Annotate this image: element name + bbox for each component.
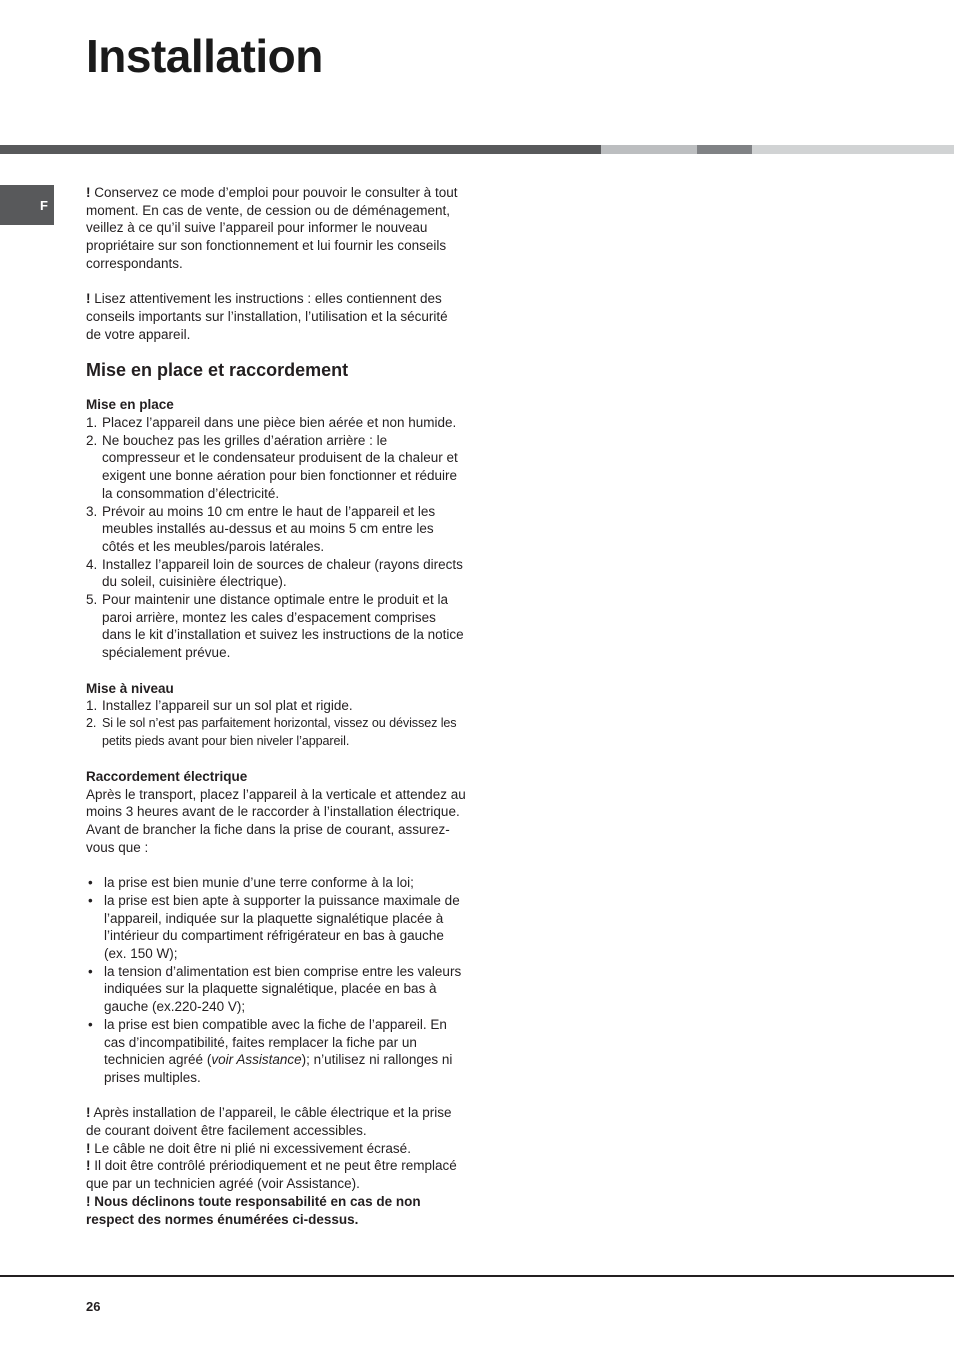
intro-paragraph-read-instructions: ! Lisez attentivement les instructions : elles contiennent des conseils importants sur l’installation, l’utilisation et la sécurité de votre appareil.	[86, 291, 448, 342]
list-item: • la prise est bien compatible avec la fiche de l’appareil. En cas d’incompatibilité, faites remplacer la fiche par un technicien agréé (voir Assistance); n’utilisez ni rallonges ni prises multiples.	[88, 1016, 453, 1085]
warning-mark: !	[86, 185, 91, 200]
list-item: 1. Placez l’appareil dans une pièce bien aérée et non humide.	[86, 415, 457, 431]
warning-mark: !	[86, 1105, 91, 1121]
header-stripe-dark	[0, 145, 601, 154]
warning-cable-bending: ! Le câble ne doit être ni plié ni excessivement écrasé.	[86, 1140, 411, 1156]
language-tab: F	[0, 185, 54, 225]
leveling-steps	[86, 697, 466, 750]
header-stripe-mid	[697, 145, 752, 154]
section-title: Mise en place et raccordement	[86, 360, 349, 381]
page-title: Installation	[86, 30, 323, 82]
warning-accessible-cable: ! Après installation de l’appareil, le câble électrique et la prise de courant doivent être facilement accessibles.	[86, 1105, 452, 1139]
warning-mark: !	[86, 291, 91, 307]
main-content	[86, 184, 466, 1228]
warning-mark: !	[86, 1140, 91, 1156]
placement-steps	[86, 414, 466, 662]
list-item: • la tension d’alimentation est bien comprise entre les valeurs indiquées sur la plaquette signalétique, placée en bas à gauche (ex.220-240 V);	[88, 963, 462, 1015]
electrical-checklist	[86, 874, 466, 1086]
liability-disclaimer: ! Nous déclinons toute responsabilité en cas de non respect des normes énumérées ci-dessus.	[86, 1193, 421, 1227]
list-item: 4. Installez l’appareil loin de sources de chaleur (rayons directs du soleil, cuisinière électrique).	[86, 556, 463, 590]
list-item: • la prise est bien munie d’une terre conforme à la loi;	[88, 875, 414, 891]
list-item: 5. Pour maintenir une distance optimale entre le produit et la paroi arrière, montez les cales d’espacement comprises dans le kit d’installation et suivez les instructions de la notice spécialement prévue.	[86, 592, 464, 661]
list-item: 2. Si le sol n’est pas parfaitement horizontal, vissez ou dévissez les petits pieds avant pour bien niveler l’appareil.	[86, 715, 457, 748]
list-item: 3. Prévoir au moins 10 cm entre le haut de l’appareil et les meubles installés au-dessus et au moins 5 cm entre les côtés et les meubles/parois latérales.	[86, 503, 436, 554]
warning-mark: !	[86, 1193, 91, 1209]
intro-paragraph-keep-manual: ! Conservez ce mode d’emploi pour pouvoir le consulter à tout moment. En cas de vente, de cession ou de déménagement, veillez à ce qu’il suive l’appareil pour informer le nouveau propriétaire sur son fonctionnement et lui fournir les conseils correspondants.	[86, 185, 458, 271]
list-item: 2. Ne bouchez pas les grilles d’aération arrière : le compresseur et le condensateur produisent de la chaleur et exigent une bonne aération pour bien fonctionner et réduire la consommation d’électricité.	[86, 432, 458, 501]
list-item: 1. Installez l’appareil sur un sol plat et rigide.	[86, 698, 353, 714]
warning-cable-check: ! Il doit être contrôlé prériodiquement et ne peut être remplacé que par un technicien agréé (voir Assistance).	[86, 1158, 457, 1192]
electrical-intro: Après le transport, placez l’appareil à la verticale et attendez au moins 3 heures avant de le raccorder à l’installation électrique. Avant de brancher la fiche dans la prise de courant, assurez-vous que :	[86, 786, 466, 855]
subsection-title-placement: Mise en place	[86, 397, 174, 413]
header-stripe-pale	[752, 145, 954, 154]
subsection-title-leveling: Mise à niveau	[86, 680, 174, 696]
list-item: • la prise est bien apte à supporter la puissance maximale de l’appareil, indiquée sur la plaquette signalétique placée à l’intérieur du compartiment réfrigérateur en bas à gauche (ex. 150 W);	[88, 892, 460, 962]
page-number: 26	[86, 1299, 101, 1314]
header-stripe-light	[601, 145, 697, 154]
warning-mark: !	[86, 1158, 91, 1174]
footer-rule	[0, 1275, 954, 1277]
subsection-title-electrical: Raccordement électrique	[86, 769, 248, 785]
